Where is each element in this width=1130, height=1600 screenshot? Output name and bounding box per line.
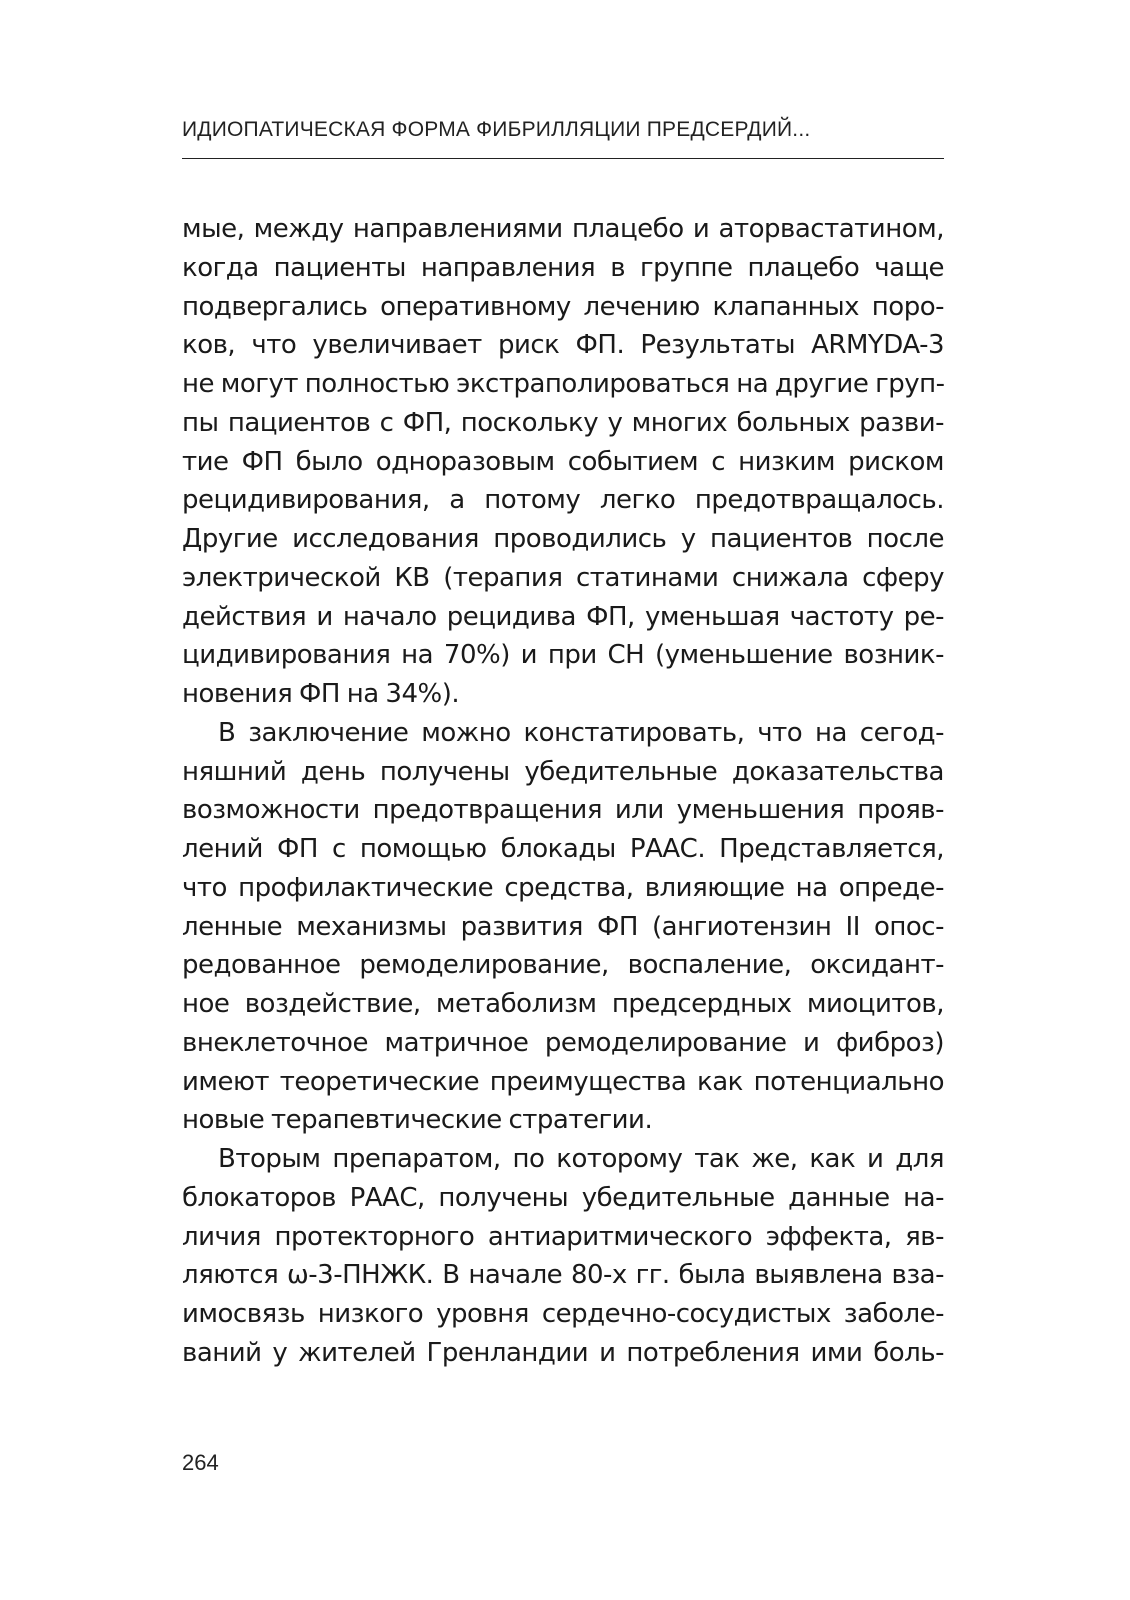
text-line: не могут полностью экстраполироваться на другие груп- <box>182 369 945 399</box>
text-line: пы пациентов с ФП, поскольку у многих больных разви- <box>182 407 944 438</box>
text-line: имосвязь низкого уровня сердечно-сосудистых заболе- <box>182 1299 944 1329</box>
text-line: подвергались оперативному лечению клапанных поро- <box>182 291 944 322</box>
text-line: имеют теоретические преимущества как потенциально <box>182 1066 944 1097</box>
text-line: новые терапевтические стратегии. <box>182 1105 653 1136</box>
text-line: ков, что увеличивает риск ФП. Результаты ARMYDA-3 <box>182 330 944 361</box>
text-line: Другие исследования проводились у пациентов после <box>182 524 944 554</box>
text-line: В заключение можно констатировать, что на сегод- <box>218 717 944 748</box>
text-line: возможности предотвращения или уменьшения прояв- <box>182 795 944 826</box>
text-line: когда пациенты направления в группе плацебо чаще <box>182 252 944 283</box>
text-line: личия протекторного антиаритмического эффекта, яв- <box>182 1221 944 1252</box>
text-line: няшний день получены убедительные доказательства <box>182 756 944 787</box>
text-line: ляются ω-3-ПНЖК. В начале 80-х гг. была выявлена вза- <box>182 1260 944 1291</box>
text-line: действия и начало рецидива ФП, уменьшая частоту ре- <box>182 601 944 632</box>
body-text <box>182 210 944 1373</box>
header-rule <box>182 158 944 159</box>
text-line: тие ФП было одноразовым событием с низким риском <box>182 446 944 477</box>
text-line: блокаторов РААС, получены убедительные данные на- <box>182 1182 944 1213</box>
paragraph-2 <box>182 714 944 1140</box>
text-line: редованное ремоделирование, воспаление, оксидант- <box>182 950 944 981</box>
text-line: мые, между направлениями плацебо и аторвастатином, <box>182 214 944 244</box>
text-line: ленные механизмы развития ФП (ангиотензин II опос- <box>182 911 944 942</box>
text-line: новения ФП на 34%). <box>182 679 460 709</box>
page-number: 264 <box>182 1450 219 1475</box>
text-line: что профилактические средства, влияющие на опреде- <box>182 872 944 903</box>
text-line: электрической КВ (терапия статинами снижала сферу <box>182 562 944 593</box>
text-line: Вторым препаратом, по которому так же, как и для <box>218 1144 944 1174</box>
text-line: ное воздействие, метаболизм предсердных миоцитов, <box>182 989 944 1019</box>
text-line: внеклеточное матричное ремоделирование и фиброз) <box>182 1027 944 1058</box>
text-line: рецидивирования, а потому легко предотвращалось. <box>182 485 944 516</box>
text-line: лений ФП с помощью блокады РААС. Представляется, <box>182 834 944 864</box>
running-header: ИДИОПАТИЧЕСКАЯ ФОРМА ФИБРИЛЛЯЦИИ ПРЕДСЕРДИЙ... <box>182 118 811 141</box>
text-line: цидивирования на 70%) и при СН (уменьшение возник- <box>182 640 944 671</box>
paragraph-1 <box>182 210 944 714</box>
text-line: ваний у жителей Гренландии и потребления ими боль- <box>182 1337 944 1368</box>
paragraph-3 <box>182 1140 944 1373</box>
